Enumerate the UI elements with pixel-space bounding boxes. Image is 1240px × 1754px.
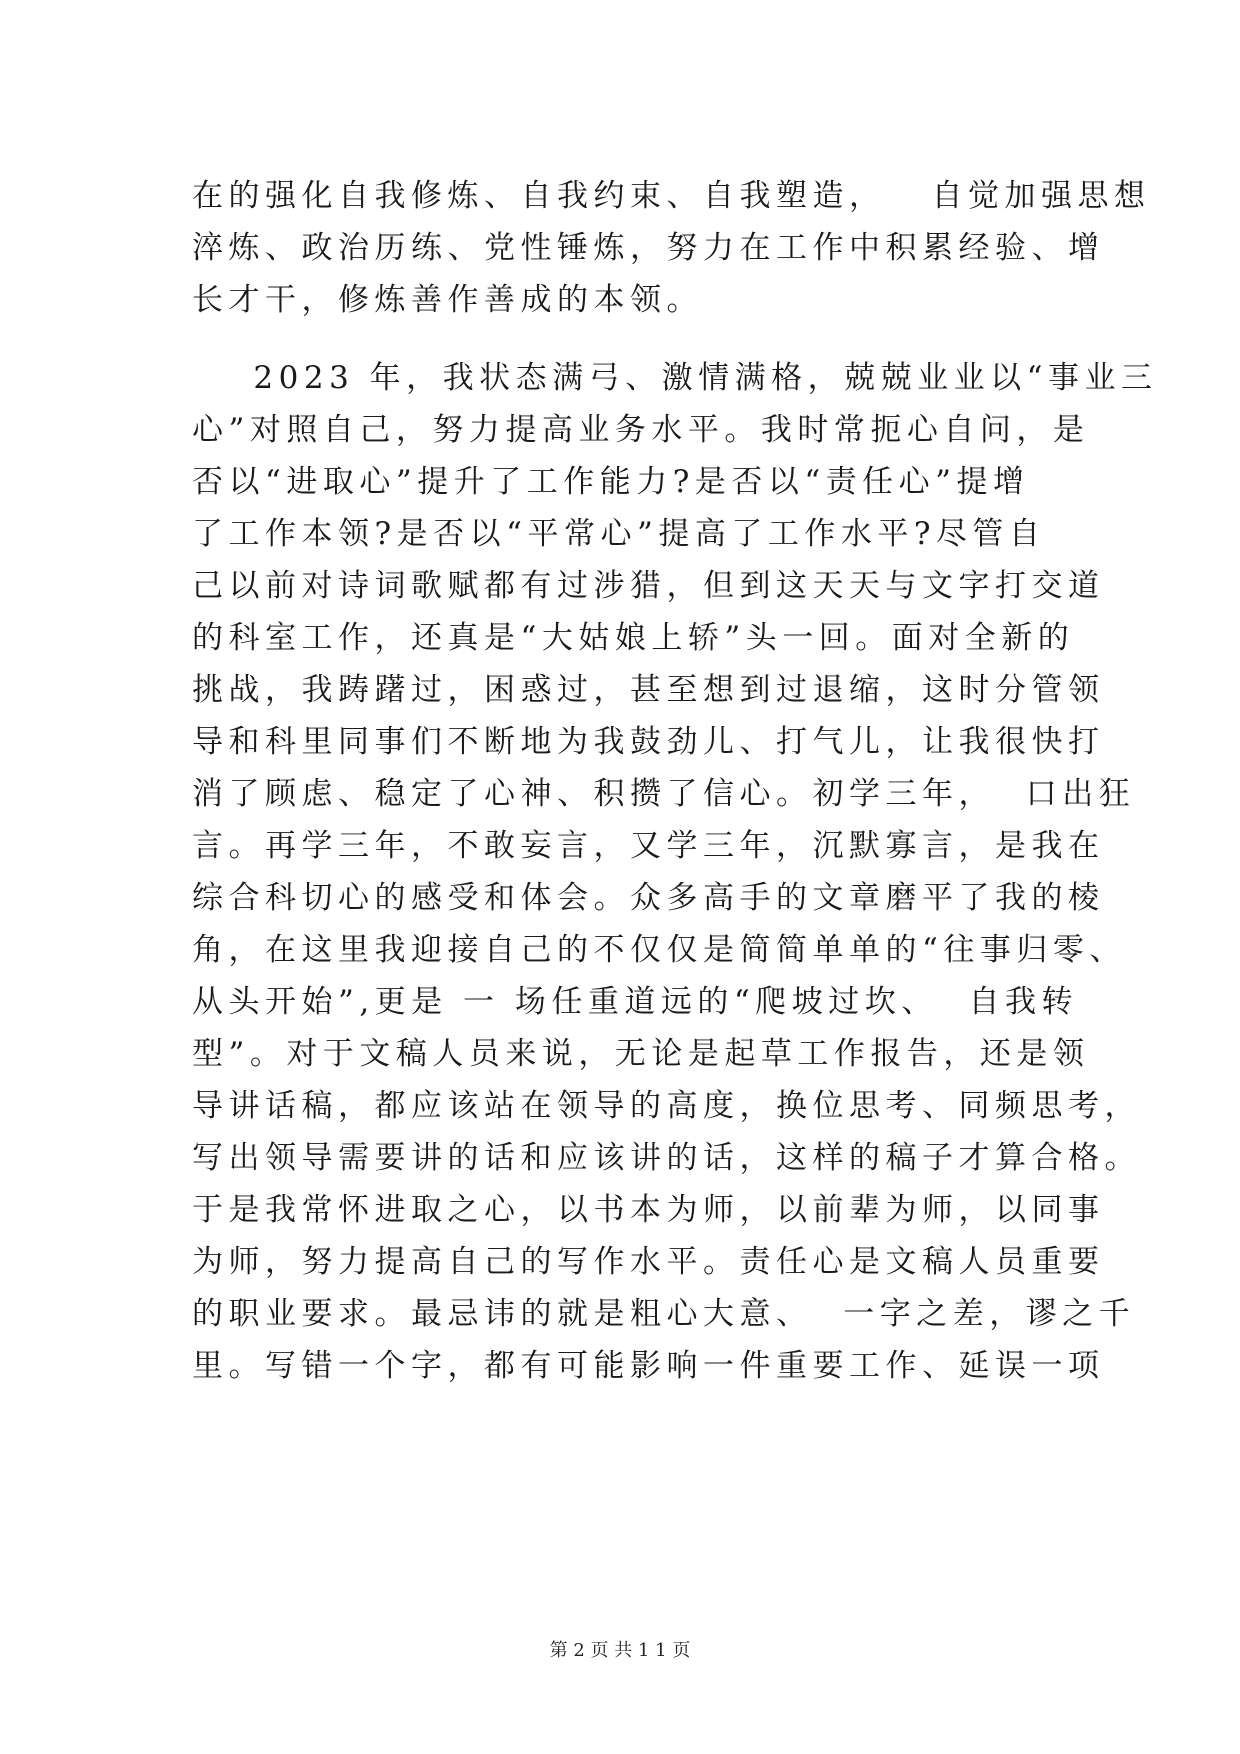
text-line: 心”对照自己，努力提高业务水平。我时常扼心自问，是 (192, 412, 1090, 448)
text-line: 言。再学三年，不敢妄言，又学三年，沉默寡言，是我在 (192, 828, 1105, 864)
text-line: 己以前对诗词歌赋都有过涉猎，但到这天天与文字打交道 (192, 568, 1105, 604)
text-line: 消了顾虑、稳定了心神、积攒了信心。初学三年， 口出狂 (192, 776, 1136, 812)
text-line: 2023 年，我状态满弓、激情满格，兢兢业业以“事业三 (192, 360, 1158, 396)
text-line: 型”。对于文稿人员来说，无论是起草工作报告，还是领 (192, 1036, 1090, 1072)
page-number-footer: 第 2 页 共 1 1 页 (549, 1640, 691, 1661)
text-line: 角，在这里我迎接自己的不仅仅是简简单单的“往事归零、 (192, 932, 1126, 968)
text-line: 于是我常怀进取之心，以书本为师，以前辈为师，以同事 (192, 1192, 1105, 1228)
paragraph-1 (192, 170, 1151, 326)
text-line: 的职业要求。最忌讳的就是粗心大意、 一字之差，谬之千 (192, 1296, 1136, 1332)
text-line: 里。写错一个字，都有可能影响一件重要工作、延误一项 (192, 1348, 1105, 1384)
text-line: 的科室工作，还真是“大姑娘上轿”头一回。面对全新的 (192, 620, 1075, 656)
text-line: 写出领导需要讲的话和应该讲的话，这样的稿子才算合格。 (192, 1140, 1141, 1176)
text-line: 为师，努力提高自己的写作水平。责任心是文稿人员重要 (192, 1244, 1105, 1280)
text-line: 导讲话稿，都应该站在领导的高度，换位思考、同频思考， (192, 1088, 1141, 1124)
text-line: 从头开始”,更是 一 场任重道远的“爬坡过坎、 自我转 (192, 984, 1078, 1020)
paragraph-spacer (192, 326, 1072, 352)
text-line: 挑战，我踌躇过，困惑过，甚至想到过退缩，这时分管领 (192, 672, 1105, 708)
text-line: 综合科切心的感受和体会。众多高手的文章磨平了我的棱 (192, 880, 1105, 916)
text-line: 淬炼、政治历练、党性锤炼，努力在工作中积累经验、增 (192, 230, 1105, 266)
text-line: 否以“进取心”提升了工作能力?是否以“责任心”提增 (192, 464, 1030, 500)
text-line: 在的强化自我修炼、自我约束、自我塑造， 自觉加强思想 (192, 178, 1151, 214)
text-line: 了工作本领?是否以“平常心”提高了工作水平?尽管自 (192, 516, 1046, 552)
text-line: 导和科里同事们不断地为我鼓劲儿、打气儿，让我很快打 (192, 724, 1105, 760)
text-line: 长才干，修炼善作善成的本领。 (192, 282, 703, 318)
paragraph-2 (192, 352, 1158, 1392)
body-text (192, 170, 1158, 1392)
